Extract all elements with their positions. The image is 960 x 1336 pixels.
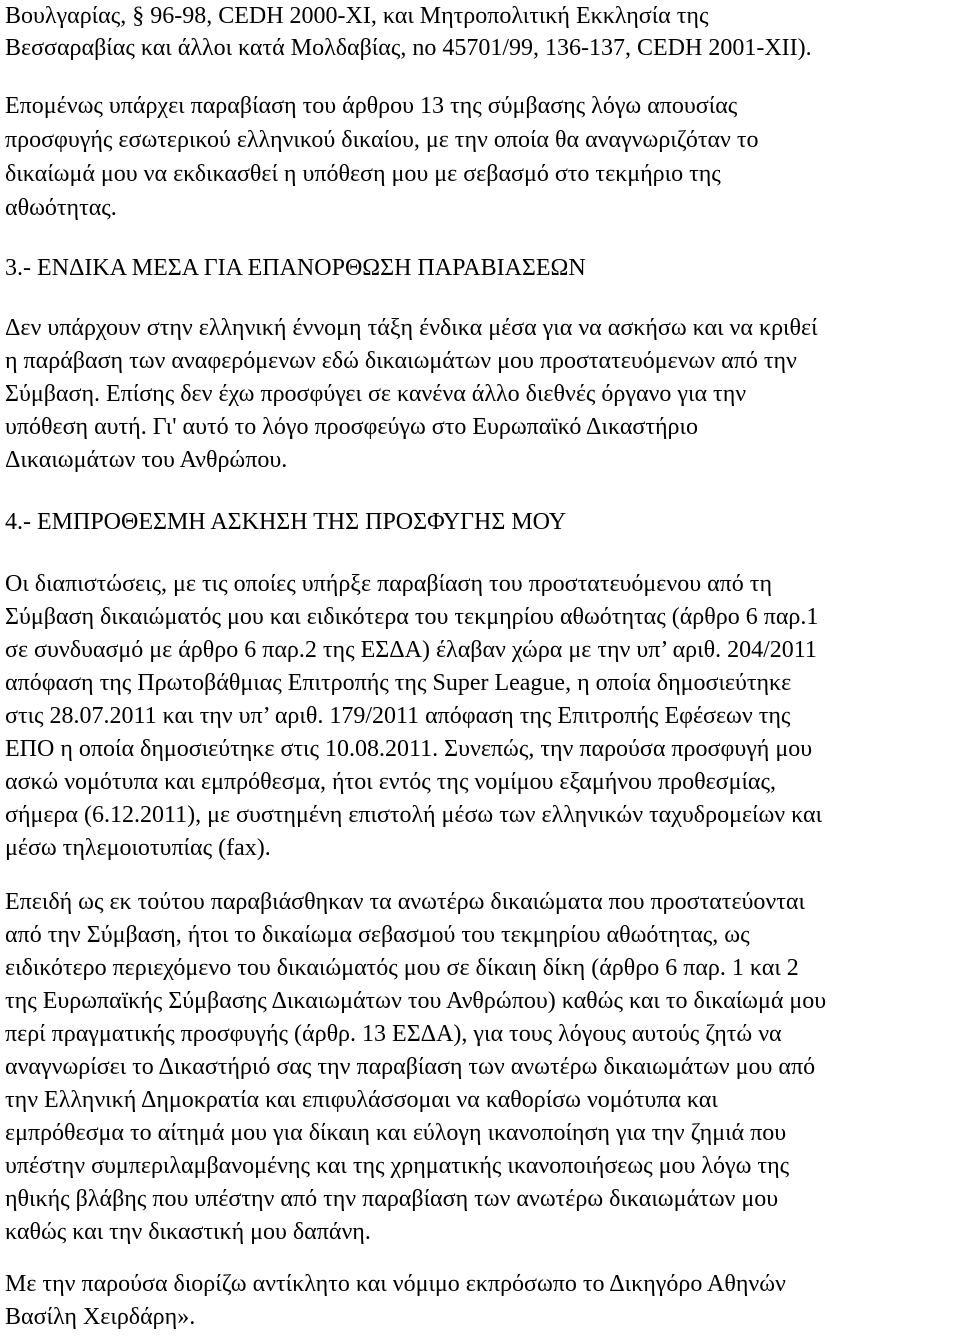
text-line: Σύμβαση. Επίσης δεν έχω προσφύγει σε κανένα άλλο διεθνές όργανο για την: [5, 381, 747, 407]
text-line: σήμερα (6.12.2011), με συστημένη επιστολή μέσω των ελληνικών ταχυδρομείων και: [5, 802, 823, 828]
text-line: υπέστην συμπεριλαμβανομένης και της χρηματικής ικανοποιήσεως μου λόγω της: [5, 1153, 790, 1179]
text-line: Οι διαπιστώσεις, με τις οποίες υπήρξε παραβίαση του προστατευόμενου από τη: [5, 571, 772, 597]
section-heading: 3.- ΕΝΔΙΚΑ ΜΕΣΑ ΓΙΑ ΕΠΑΝΟΡΘΩΣΗ ΠΑΡΑΒΙΑΣΕΩΝ: [5, 255, 586, 281]
text-line: περί πραγματικής προσφυγής (άρθρ. 13 ΕΣΔΑ), για τους λόγους αυτούς ζητώ να: [5, 1021, 782, 1047]
text-line: της Ευρωπαϊκής Σύμβασης Δικαιωμάτων του Ανθρώπου) καθώς και το δικαίωμά μου: [5, 988, 827, 1014]
intro-paragraph: [5, 0, 960, 64]
section-heading: 4.- ΕΜΠΡΟΘΕΣΜΗ ΑΣΚΗΣΗ ΤΗΣ ΠΡΟΣΦΥΓΗΣ ΜΟΥ: [5, 509, 567, 535]
text-line: προσφυγής εσωτερικού ελληνικού δικαίου, με την οποία θα αναγνωριζόταν το: [5, 127, 759, 153]
paragraph-appointment: [5, 1268, 960, 1334]
text-line: ασκώ νομότυπα και εμπρόθεσμα, ήτοι εντός της νομίμου εξαμήνου προθεσμίας,: [5, 769, 777, 795]
text-line: ΕΠΟ η οποία δημοσιεύτηκε στις 10.08.2011. Συνεπώς, την παρούσα προσφυγή μου: [5, 736, 813, 762]
text-line: αναγνωρίσει το Δικαστήριό σας την παραβίαση των ανωτέρω δικαιωμάτων μου από: [5, 1054, 816, 1080]
text-line: η παράβαση των αναφερόμενων εδώ δικαιωμάτων μου προστατευόμενων από την: [5, 348, 797, 374]
paragraph-request: [5, 886, 960, 1246]
paragraph-article-13: [5, 90, 960, 221]
text-line: Σύμβαση δικαιώματός μου και ειδικότερα του τεκμηρίου αθωότητας (άρθρο 6 παρ.1: [5, 604, 819, 630]
text-line: Βασίλη Χειρδάρη».: [5, 1304, 196, 1330]
text-line: υπόθεση αυτή. Γι' αυτό το λόγο προσφεύγω στο Ευρωπαϊκό Δικαστήριο: [5, 414, 698, 440]
text-line: εμπρόθεσμα το αίτημά μου για δίκαιη και εύλογη ικανοποίηση για την ζημιά που: [5, 1120, 787, 1146]
text-line: Επειδή ως εκ τούτου παραβιάσθηκαν τα ανωτέρω δικαιώματα που προστατεύονται: [5, 889, 805, 915]
text-line: την Ελληνική Δημοκρατία και επιφυλάσσομαι να καθορίσω νομότυπα και: [5, 1087, 718, 1113]
text-line: καθώς και την δικαστική μου δαπάνη.: [5, 1219, 371, 1245]
text-line: Δικαιωμάτων του Ανθρώπου.: [5, 447, 288, 473]
text-line: Δεν υπάρχουν στην ελληνική έννομη τάξη ένδικα μέσα για να ασκήσω και να κριθεί: [5, 315, 818, 341]
text-line: ειδικότερο περιεχόμενο του δικαιώματός μου σε δίκαιη δίκη (άρθρο 6 παρ. 1 και 2: [5, 955, 799, 981]
section-3: [5, 252, 960, 476]
text-line: μέσω τηλεμοιοτυπίας (fax).: [5, 835, 271, 861]
text-line: δικαίωμά μου να εκδικασθεί η υπόθεση μου με σεβασμό στο τεκμήριο της: [5, 161, 721, 187]
text-line: Βεσσαραβίας και άλλοι κατά Μολδαβίας, no 45701/99, 136-137, CEDH 2001-XII).: [5, 35, 812, 61]
text-line: απόφαση της Πρωτοβάθμιας Επιτροπής της Super League, η οποία δημοσιεύτηκε: [5, 670, 792, 696]
text-line: ηθικής βλάβης που υπέστην από την παραβίαση των ανωτέρω δικαιωμάτων μου: [5, 1186, 779, 1212]
section-4: [5, 506, 960, 861]
text-line: Επομένως υπάρχει παραβίαση του άρθρου 13 της σύμβασης λόγω απουσίας: [5, 93, 738, 119]
text-line: Με την παρούσα διορίζω αντίκλητο και νόμιμο εκπρόσωπο το Δικηγόρο Αθηνών: [5, 1271, 786, 1297]
text-line: στις 28.07.2011 και την υπ’ αριθ. 179/2011 απόφαση της Επιτροπής Εφέσεων της: [5, 703, 791, 729]
text-line: αθωότητας.: [5, 195, 117, 221]
text-line: Βουλγαρίας, § 96-98, CEDH 2000-XI, και Μητροπολιτική Εκκλησία της: [5, 3, 709, 29]
text-line: σε συνδυασμό με άρθρο 6 παρ.2 της ΕΣΔΑ) έλαβαν χώρα με την υπ’ αριθ. 204/2011: [5, 637, 817, 663]
text-line: από την Σύμβαση, ήτοι το δικαίωμα σεβασμού του τεκμηρίου αθωότητας, ως: [5, 922, 750, 948]
